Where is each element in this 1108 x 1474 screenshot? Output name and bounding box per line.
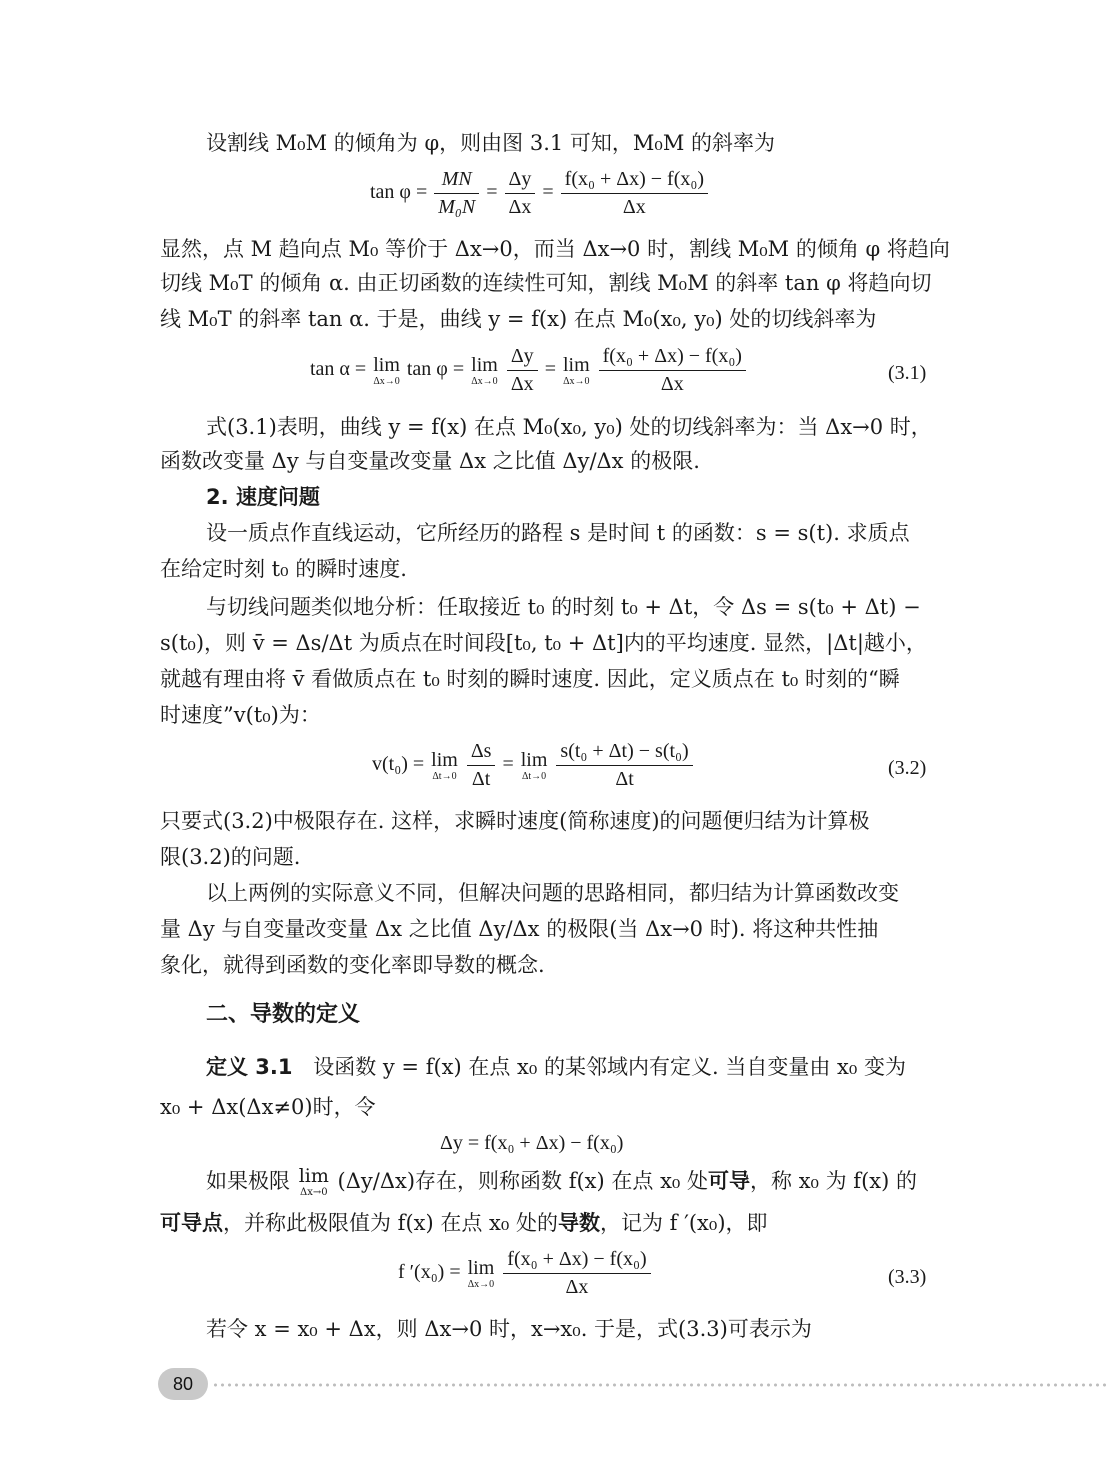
text-run: (Δy/Δx)存在，则称函数 f(x) 在点 x₀ 处 (337, 1169, 709, 1193)
equals-sign: = (486, 181, 498, 204)
term-derivative: 导数 (557, 1211, 600, 1235)
fraction (561, 168, 708, 219)
lim-subscript: Δx→0 (373, 375, 400, 387)
footer-dotted-rule (212, 1383, 1108, 1387)
denominator: Δx (508, 196, 532, 218)
limit-operator (431, 750, 458, 782)
equation-tan-phi (370, 168, 710, 219)
text-line: 时速度”v(t₀)为： (160, 703, 321, 727)
text-line: 若令 x = x₀ + Δx，则 Δx→0 时，x→x₀. 于是，式(3.3)可表示为 (206, 1317, 812, 1341)
lim-text: lim (471, 353, 498, 376)
lim-text: lim (373, 353, 400, 376)
numerator: s(t₀ + Δt) − s(t₀) (556, 740, 692, 766)
equation-number: (3.3) (888, 1266, 927, 1288)
text-line (206, 1166, 917, 1198)
text-line: 切线 M₀T 的倾角 α. 由正切函数的连续性可知，割线 M₀M 的斜率 tan φ 将趋向切 (160, 271, 932, 295)
text-line: 就越有理由将 v̄ 看做质点在 t₀ 时刻的瞬时速度. 因此，定义质点在 t₀ 时刻的“瞬 (160, 667, 900, 691)
equation-3-1 (310, 345, 748, 396)
equation-lhs: f ′(x₀) = (398, 1261, 461, 1284)
text-line: 限(3.2)的问题. (160, 845, 301, 869)
text-line: 线 M₀T 的斜率 tan α. 于是，曲线 y = f(x) 在点 M₀(x₀, y₀) 处的切线斜率为 (160, 307, 877, 331)
section-heading: 二、导数的定义 (206, 1002, 361, 1027)
limit-operator (521, 750, 548, 782)
text-line: 式(3.1)表明，曲线 y = f(x) 在点 M₀(x₀, y₀) 处的切线斜率为：当 Δx→0 时， (206, 415, 932, 439)
text-line: 以上两例的实际意义不同，但解决问题的思路相同，都归结为计算函数改变 (206, 881, 899, 905)
definition-label: 定义 3.1 (206, 1055, 293, 1079)
equation-lhs: tan φ = (370, 181, 428, 204)
equation-lhs: v(t₀) = (372, 753, 425, 776)
lim-subscript: Δx→0 (299, 1187, 328, 1198)
term-differentiable: 可导 (708, 1169, 751, 1193)
lim-text: lim (298, 1165, 329, 1187)
text-line: 与切线问题类似地分析：任取接近 t₀ 的时刻 t₀ + Δt，令 Δs = s(t₀ + Δt) − (206, 595, 921, 619)
numerator: MN (434, 168, 479, 194)
fraction (507, 345, 538, 396)
lim-text: lim (562, 353, 590, 376)
limit-operator (373, 355, 400, 387)
denominator: Δx (660, 373, 684, 395)
text-line: 函数改变量 Δy 与自变量改变量 Δx 之比值 Δy/Δx 的极限. (160, 449, 700, 473)
numerator: f(x₀ + Δx) − f(x₀) (503, 1248, 650, 1274)
text-run: ，称 x₀ 为 f(x) 的 (750, 1169, 917, 1193)
denominator: Δx (565, 1276, 589, 1298)
fraction (599, 345, 746, 396)
equation-number: (3.1) (888, 362, 927, 384)
text-line (160, 1208, 768, 1238)
fraction (434, 168, 479, 219)
numerator: Δs (467, 740, 496, 766)
equation-lhs: tan α = (310, 358, 367, 381)
numerator: Δy (507, 345, 538, 371)
equals-sign: = (502, 753, 514, 776)
denominator: Δx (622, 196, 646, 218)
text-line: s(t₀)，则 v̄ = Δs/Δt 为质点在时间段[t₀, t₀ + Δt]内的平均速度. 显然，|Δt|越小， (160, 631, 927, 655)
fraction (505, 168, 536, 219)
limit-operator (563, 355, 590, 387)
denominator: M₀N (438, 196, 476, 218)
definition-line (206, 1052, 906, 1082)
definition-text: 设函数 y = f(x) 在点 x₀ 的某邻域内有定义. 当自变量由 x₀ 变为 (313, 1055, 906, 1079)
limit-operator (468, 1258, 495, 1290)
lim-subscript: Δx→0 (467, 1278, 495, 1290)
page-number: 80 (158, 1368, 208, 1400)
text-line: 设割线 M₀M 的倾角为 φ，则由图 3.1 可知，M₀M 的斜率为 (206, 131, 775, 155)
text-line: 象化，就得到函数的变化率即导数的概念. (160, 953, 545, 977)
equation-mid: tan φ = (406, 358, 465, 381)
equation-number: (3.2) (888, 757, 927, 779)
equals-sign: = (544, 358, 556, 381)
text-line: x₀ + Δx(Δx≠0)时，令 (160, 1095, 376, 1119)
text-run: 如果极限 (206, 1169, 290, 1193)
subsection-heading: 2. 速度问题 (206, 485, 320, 509)
lim-subscript: Δt→0 (432, 770, 457, 782)
lim-text: lim (467, 1256, 495, 1279)
text-line: 显然，点 M 趋向点 M₀ 等价于 Δx→0，而当 Δx→0 时，割线 M₀M 的倾角 φ 将趋向 (160, 237, 950, 261)
text-run: ，记为 f ′(x₀)，即 (599, 1211, 768, 1235)
lim-subscript: Δx→0 (471, 375, 498, 387)
fraction (467, 740, 496, 791)
lim-subscript: Δt→0 (521, 770, 547, 782)
equals-sign: = (542, 181, 554, 204)
equation-delta-y: Δy = f(x₀ + Δx) − f(x₀) (440, 1132, 624, 1154)
lim-text: lim (520, 748, 548, 771)
fraction (503, 1248, 650, 1299)
numerator: Δy (505, 168, 536, 194)
denominator: Δt (615, 768, 634, 790)
denominator: Δx (510, 373, 534, 395)
limit-operator (299, 1167, 329, 1198)
text-line: 量 Δy 与自变量改变量 Δx 之比值 Δy/Δx 的极限(当 Δx→0 时). 将这种共性抽 (160, 917, 879, 941)
denominator: Δt (471, 768, 491, 790)
term-differentiable-point: 可导点 (160, 1211, 223, 1235)
lim-subscript: Δx→0 (563, 375, 590, 387)
fraction (556, 740, 692, 791)
equation-3-2 (372, 740, 695, 791)
text-run: ，并称此极限值为 f(x) 在点 x₀ 处的 (223, 1211, 558, 1235)
equation-3-3 (398, 1248, 653, 1299)
numerator: f(x₀ + Δx) − f(x₀) (599, 345, 746, 371)
text-line: 只要式(3.2)中极限存在. 这样，求瞬时速度(简称速度)的问题便归结为计算极 (160, 809, 870, 833)
numerator: f(x₀ + Δx) − f(x₀) (561, 168, 708, 194)
text-line: 在给定时刻 t₀ 的瞬时速度. (160, 557, 407, 581)
limit-operator (471, 355, 498, 387)
text-line: 设一质点作直线运动，它所经历的路程 s 是时间 t 的函数：s = s(t). 求质点 (206, 521, 910, 545)
lim-text: lim (431, 748, 458, 771)
